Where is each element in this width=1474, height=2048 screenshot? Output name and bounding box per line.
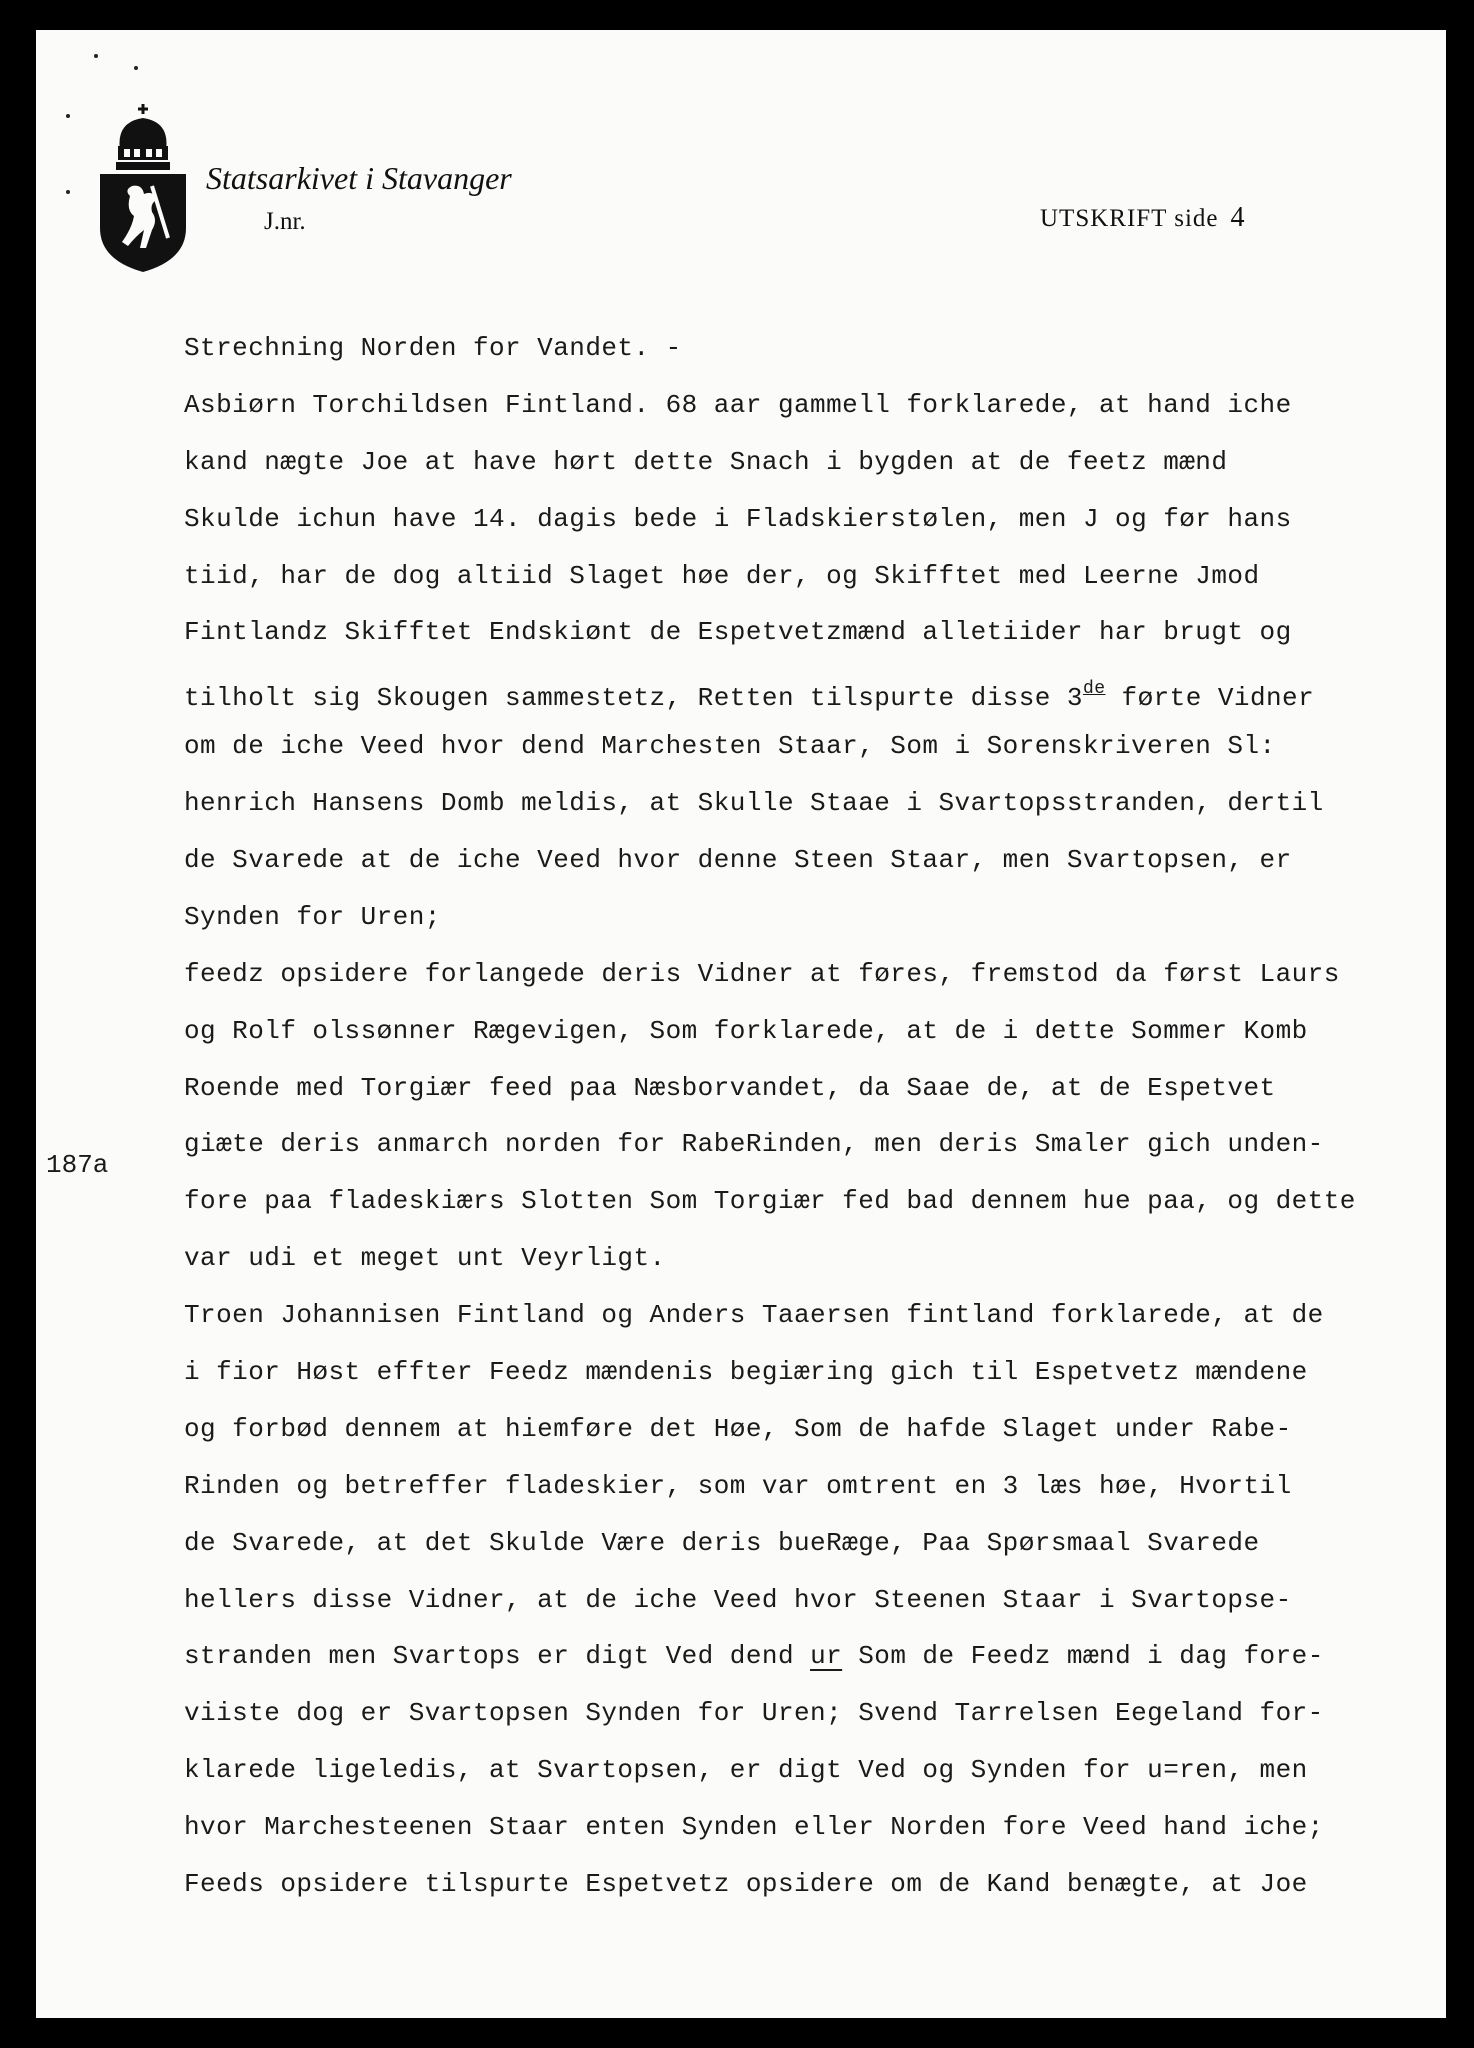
text-line: var udi et meget unt Veyrligt. [184,1243,666,1274]
text-line: og Rolf olssønner Rægevigen, Som forklarede, at de i dette Sommer Komb [184,1015,1308,1046]
text-line: de Svarede, at det Skulde Være deris bueRæge, Paa Spørsmaal Svarede [184,1527,1260,1558]
utskrift-label: UTSKRIFT side [1040,205,1219,232]
text-line: Strechning Norden for Vandet. - [184,333,682,363]
page-number: 4 [1230,202,1246,233]
text-segment: tilholt sig Skougen sammestetz, Retten tilspurte disse 3 [184,683,1083,714]
scan-speck [66,114,70,118]
text-line: fore paa fladeskiærs Slotten Som Torgiær fed bad dennem hue paa, og dette [184,1186,1356,1217]
text-segment: førte Vidner [1105,683,1315,714]
text-line [184,661,1414,718]
text-line [184,1628,1414,1685]
text-line: Skulde ichun have 14. dagis bede i Fladskierstølen, men J og før hans [184,503,1292,534]
text-line: Rinden og betreffer fladeskier, som var omtrent en 3 læs høe, Hvortil [184,1470,1292,1501]
document-page [36,30,1446,2018]
text-line: Synden for Uren; [184,901,441,932]
text-line: Feeds opsidere tilspurte Espetvetz opsidere om de Kand benægte, at Joe [184,1869,1308,1900]
text-line: Troen Johannisen Fintland og Anders Taaersen fintland forklarede, at de [184,1300,1324,1331]
page-header-label [1040,202,1246,234]
text-line: i fior Høst effter Feedz mændenis begiæring gich til Espetvetz mændene [184,1357,1308,1388]
text-line: henrich Hansens Domb meldis, at Skulle Staae i Svartopsstranden, dertil [184,788,1324,819]
text-line: hvor Marchesteenen Staar enten Synden eller Norden fore Veed hand iche; [184,1812,1324,1843]
text-line: klarede ligeledis, at Svartopsen, er digt Ved og Synden for u=ren, men [184,1755,1308,1786]
transcript-body [184,320,1414,1913]
text-line: og forbød dennem at hiemføre det Høe, Som de hafde Slaget under Rabe- [184,1413,1292,1444]
text-line: Asbiørn Torchildsen Fintland. 68 aar gammell forklarede, at hand iche [184,389,1292,420]
text-line: tiid, har de dog altiid Slaget høe der, og Skifftet med Leerne Jmod [184,560,1260,591]
scan-speck [66,190,70,194]
archive-name: Statsarkivet i Stavanger [206,160,512,196]
text-line: giæte deris anmarch norden for RabeRinden, men deris Smaler gich unden- [184,1129,1324,1160]
margin-note: 187a [46,1150,109,1180]
superscript: de [1082,679,1106,700]
text-line: hellers disse Vidner, at de iche Veed hvor Steenen Staar i Svartopse- [184,1584,1292,1615]
text-line: Fintlandz Skifftet Endskiønt de Espetvetzmænd alletiider har brugt og [184,617,1292,648]
scan-speck [94,54,98,58]
text-line: de Svarede at de iche Veed hvor denne Steen Staar, men Svartopsen, er [184,845,1292,876]
text-line: kand nægte Joe at have hørt dette Snach i bygden at de feetz mænd [184,446,1228,477]
coat-of-arms-icon [94,100,192,275]
underlined-word: ur [810,1641,843,1672]
text-segment: Som de Feedz mænd i dag fore- [842,1641,1324,1672]
text-line: Roende med Torgiær feed paa Næsborvandet, da Saae de, at de Espetvet [184,1072,1276,1103]
text-segment: stranden men Svartops er digt Ved dend [184,1641,811,1672]
text-line: om de iche Veed hvor dend Marchesten Staar, Som i Sorenskriveren Sl: [184,731,1276,762]
text-line: viiste dog er Svartopsen Synden for Uren; Svend Tarrelsen Eegeland for- [184,1698,1324,1729]
journal-number-label: J.nr. [264,208,306,235]
scan-speck [134,66,138,70]
text-line: feedz opsidere forlangede deris Vidner at føres, fremstod da først Laurs [184,958,1340,989]
